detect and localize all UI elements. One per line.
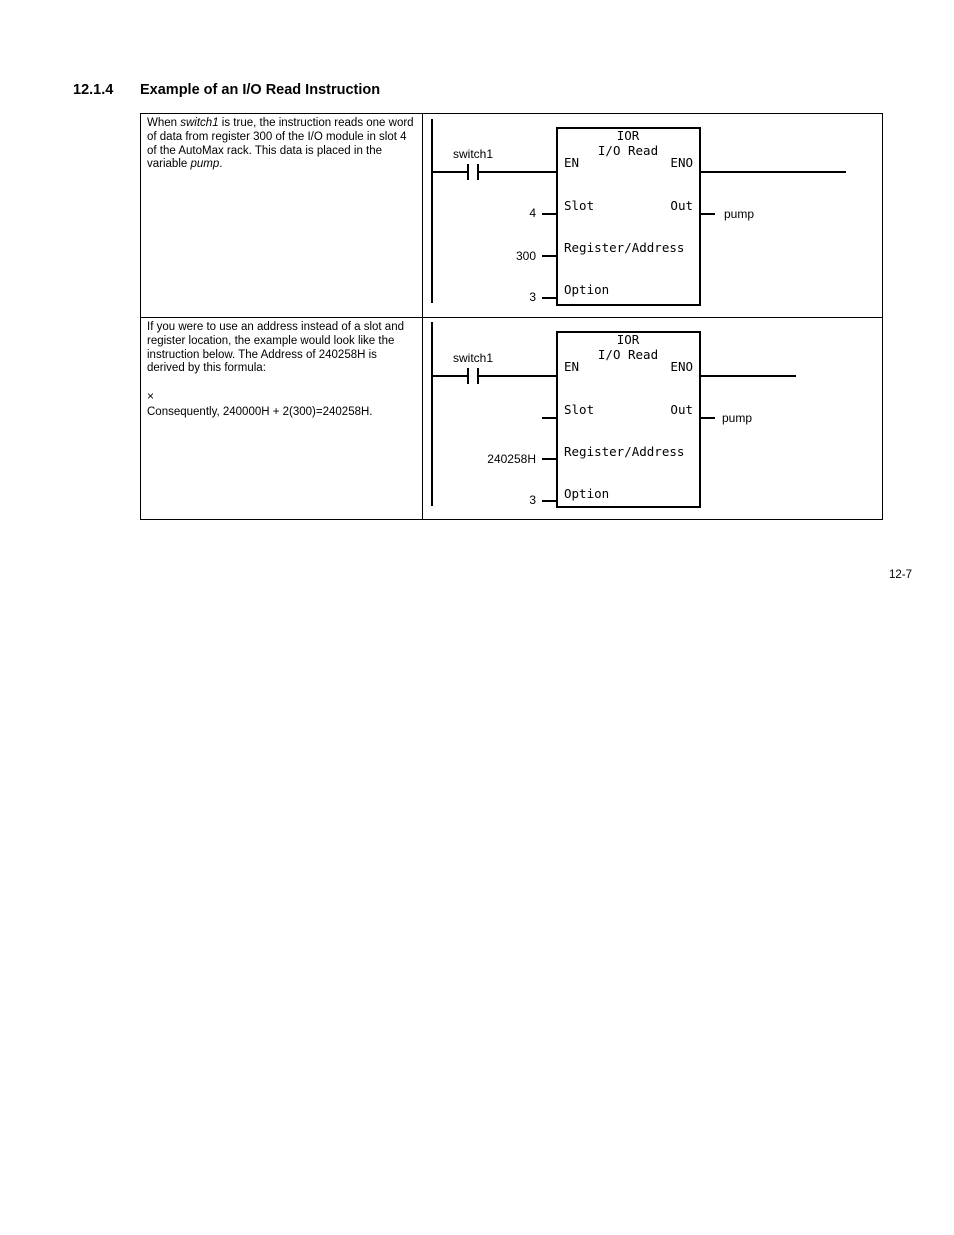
pin-out: Out xyxy=(670,198,693,213)
pin-en: EN xyxy=(564,359,580,374)
desc-text: . xyxy=(219,158,223,171)
pin-out: Out xyxy=(670,402,693,417)
section-number: 12.1.4 xyxy=(73,82,114,98)
option-value: 3 xyxy=(529,290,536,304)
example-2-paragraph: If you were to use an address instead of a slot and register location, the example would look like the instruction below. The Address of 240258H is derived by this formula: xyxy=(147,321,404,375)
pin-slot: Slot xyxy=(564,402,595,417)
section-heading xyxy=(73,82,380,98)
example-1-ladder-diagram xyxy=(423,114,882,317)
example-2-ladder-diagram xyxy=(423,318,882,519)
register-value: 300 xyxy=(515,249,536,263)
desc-variable-pump: pump xyxy=(190,158,220,171)
example-1-description xyxy=(147,117,415,172)
pin-slot: Slot xyxy=(564,198,595,213)
desc-text: is true, the instruction reads one word of data from register 300 of the I/O module in slot 4 of the AutoMax rack. This data is placed in the variable xyxy=(147,117,414,171)
example-row-1 xyxy=(141,114,882,318)
out-value: pump xyxy=(724,207,755,221)
ladder-diagram-1 xyxy=(423,114,882,317)
pin-register: Register/Address xyxy=(564,444,685,459)
example-row-2 xyxy=(141,318,882,519)
pin-register: Register/Address xyxy=(564,240,685,255)
pin-option: Option xyxy=(564,486,610,501)
page-number: 12-7 xyxy=(889,569,913,581)
formula-times-symbol: × xyxy=(147,389,155,404)
desc-text: When xyxy=(147,117,181,129)
pin-eno: ENO xyxy=(670,155,693,170)
section-title: Example of an I/O Read Instruction xyxy=(140,82,381,98)
desc-variable-switch1: switch1 xyxy=(180,117,219,129)
register-value: 240258H xyxy=(487,452,536,466)
slot-value: 4 xyxy=(529,206,536,220)
example-table xyxy=(140,113,883,520)
out-value: pump xyxy=(722,411,753,425)
block-name: IOR xyxy=(616,128,640,143)
block-subtitle: I/O Read xyxy=(597,347,659,362)
contact-label: switch1 xyxy=(453,147,494,161)
block-subtitle: I/O Read xyxy=(597,143,659,158)
pin-en: EN xyxy=(564,155,580,170)
contact-label: switch1 xyxy=(453,351,494,365)
pin-eno: ENO xyxy=(670,359,693,374)
example-1-paragraph xyxy=(147,117,415,172)
example-2-conclusion: Consequently, 240000H + 2(300)=240258H. xyxy=(147,405,373,418)
pin-option: Option xyxy=(564,282,610,297)
example-2-description xyxy=(147,321,415,420)
ladder-diagram-2 xyxy=(423,318,882,519)
option-value: 3 xyxy=(529,493,536,507)
block-name: IOR xyxy=(616,332,640,347)
